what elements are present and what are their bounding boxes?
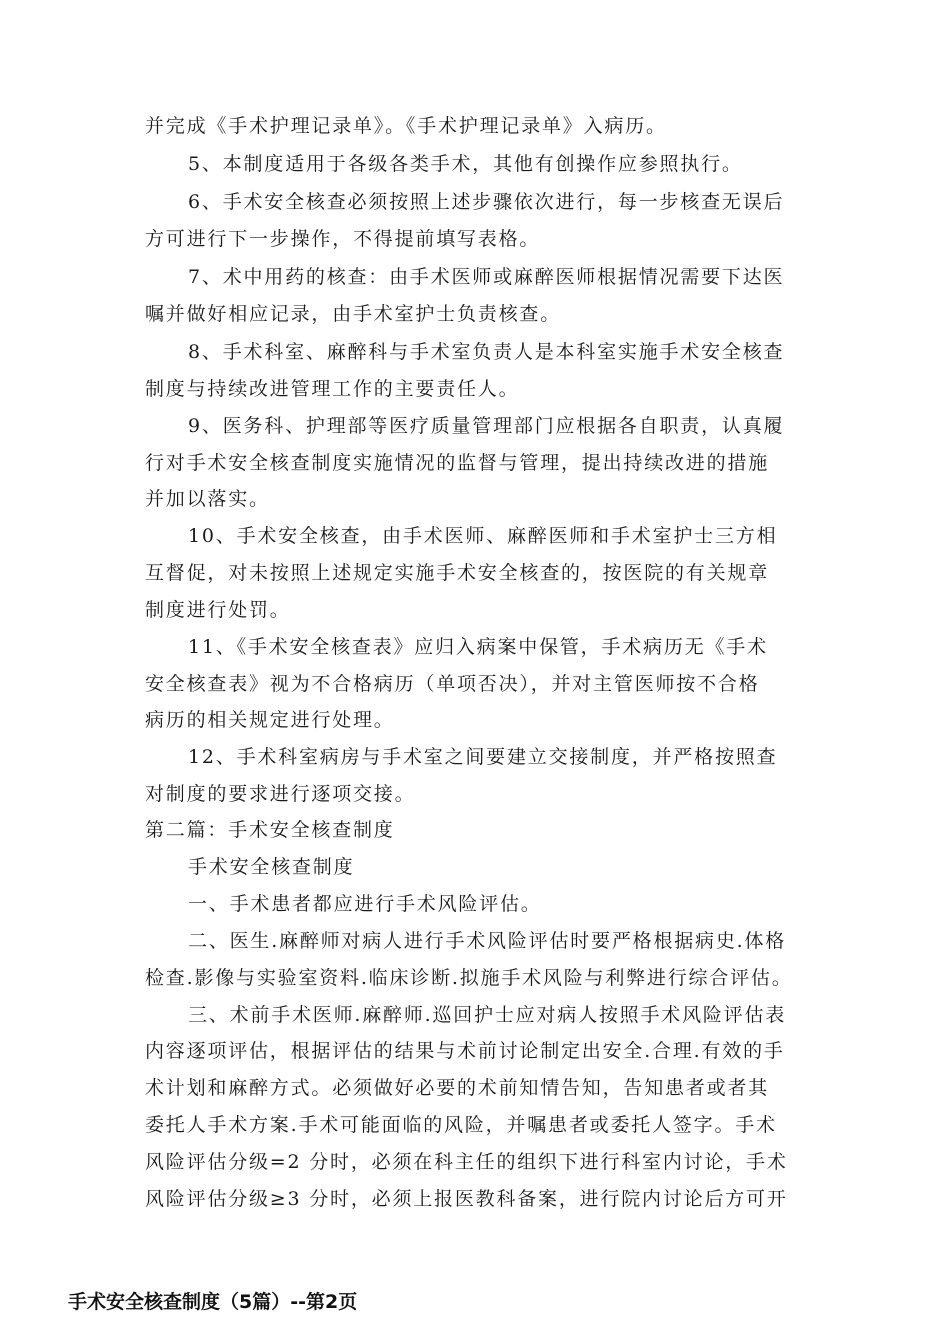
text-line: 术计划和麻醉方式。必须做好必要的术前知情告知，告知患者或者其 (145, 1077, 770, 1099)
text-line: 委托人手术方案.手术可能面临的风险，并嘱患者或委托人签字。手术 (145, 1114, 777, 1136)
text-line: 一、手术患者都应进行手术风险评估。 (188, 893, 542, 915)
text-line: 6、手术安全核查必须按照上述步骤依次进行，每一步核查无误后 (188, 191, 785, 213)
text-line: 8、手术科室、麻醉科与手术室负责人是本科室实施手术安全核查 (188, 341, 785, 363)
text-line: 风险评估分级≥3 分时，必须上报医教科备案，进行院内讨论后方可开 (145, 1188, 788, 1210)
text-line: 5、本制度适用于各级各类手术，其他有创操作应参照执行。 (188, 153, 743, 175)
text-line: 方可进行下一步操作，不得提前填写表格。 (145, 228, 541, 250)
text-line: 行对手术安全核查制度实施情况的监督与管理，提出持续改进的措施 (145, 452, 770, 474)
text-line: 互督促，对未按照上述规定实施手术安全核查的，按医院的有关规章 (145, 562, 770, 584)
text-line: 11、《手术安全核查表》应归入病案中保管，手术病历无《手术 (188, 636, 768, 658)
text-line: 12、手术科室病房与手术室之间要建立交接制度，并严格按照查 (188, 746, 778, 768)
text-line: 病历的相关规定进行处理。 (145, 709, 395, 731)
page-footer: 手术安全核查制度（5篇）--第2页 (68, 1291, 358, 1313)
text-line: 制度与持续改进管理工作的主要责任人。 (145, 378, 520, 400)
text-line: 检查.影像与实验室资料.临床诊断.拟施手术风险与利弊进行综合评估。 (145, 967, 793, 989)
text-line: 安全核查表》视为不合格病历（单项否决），并对主管医师按不合格 (145, 673, 760, 695)
text-line: 二、医生.麻醉师对病人进行手术风险评估时要严格根据病史.体格 (188, 930, 787, 952)
text-line: 9、医务科、护理部等医疗质量管理部门应根据各自职责，认真履 (188, 415, 785, 437)
text-line: 对制度的要求进行逐项交接。 (145, 783, 416, 805)
text-line: 风险评估分级=2 分时，必须在科主任的组织下进行科室内讨论，手术 (145, 1151, 788, 1173)
text-line: 手术安全核查制度 (188, 856, 355, 878)
text-line: 并完成《手术护理记录单》。《手术护理记录单》入病历。 (145, 115, 667, 137)
text-line: 并加以落实。 (145, 488, 270, 510)
text-line: 内容逐项评估，根据评估的结果与术前讨论制定出安全.合理.有效的手 (145, 1040, 785, 1062)
text-line: 7、术中用药的核查：由手术医师或麻醉医师根据情况需要下达医 (188, 266, 785, 288)
text-line: 三、术前手术医师.麻醉师.巡回护士应对病人按照手术风险评估表 (188, 1004, 787, 1026)
text-line: 嘱并做好相应记录，由手术室护士负责核查。 (145, 303, 562, 325)
text-line: 制度进行处罚。 (145, 599, 291, 621)
section-heading: 第二篇：手术安全核查制度 (145, 819, 395, 841)
text-line: 10、手术安全核查，由手术医师、麻醉医师和手术室护士三方相 (188, 525, 778, 547)
